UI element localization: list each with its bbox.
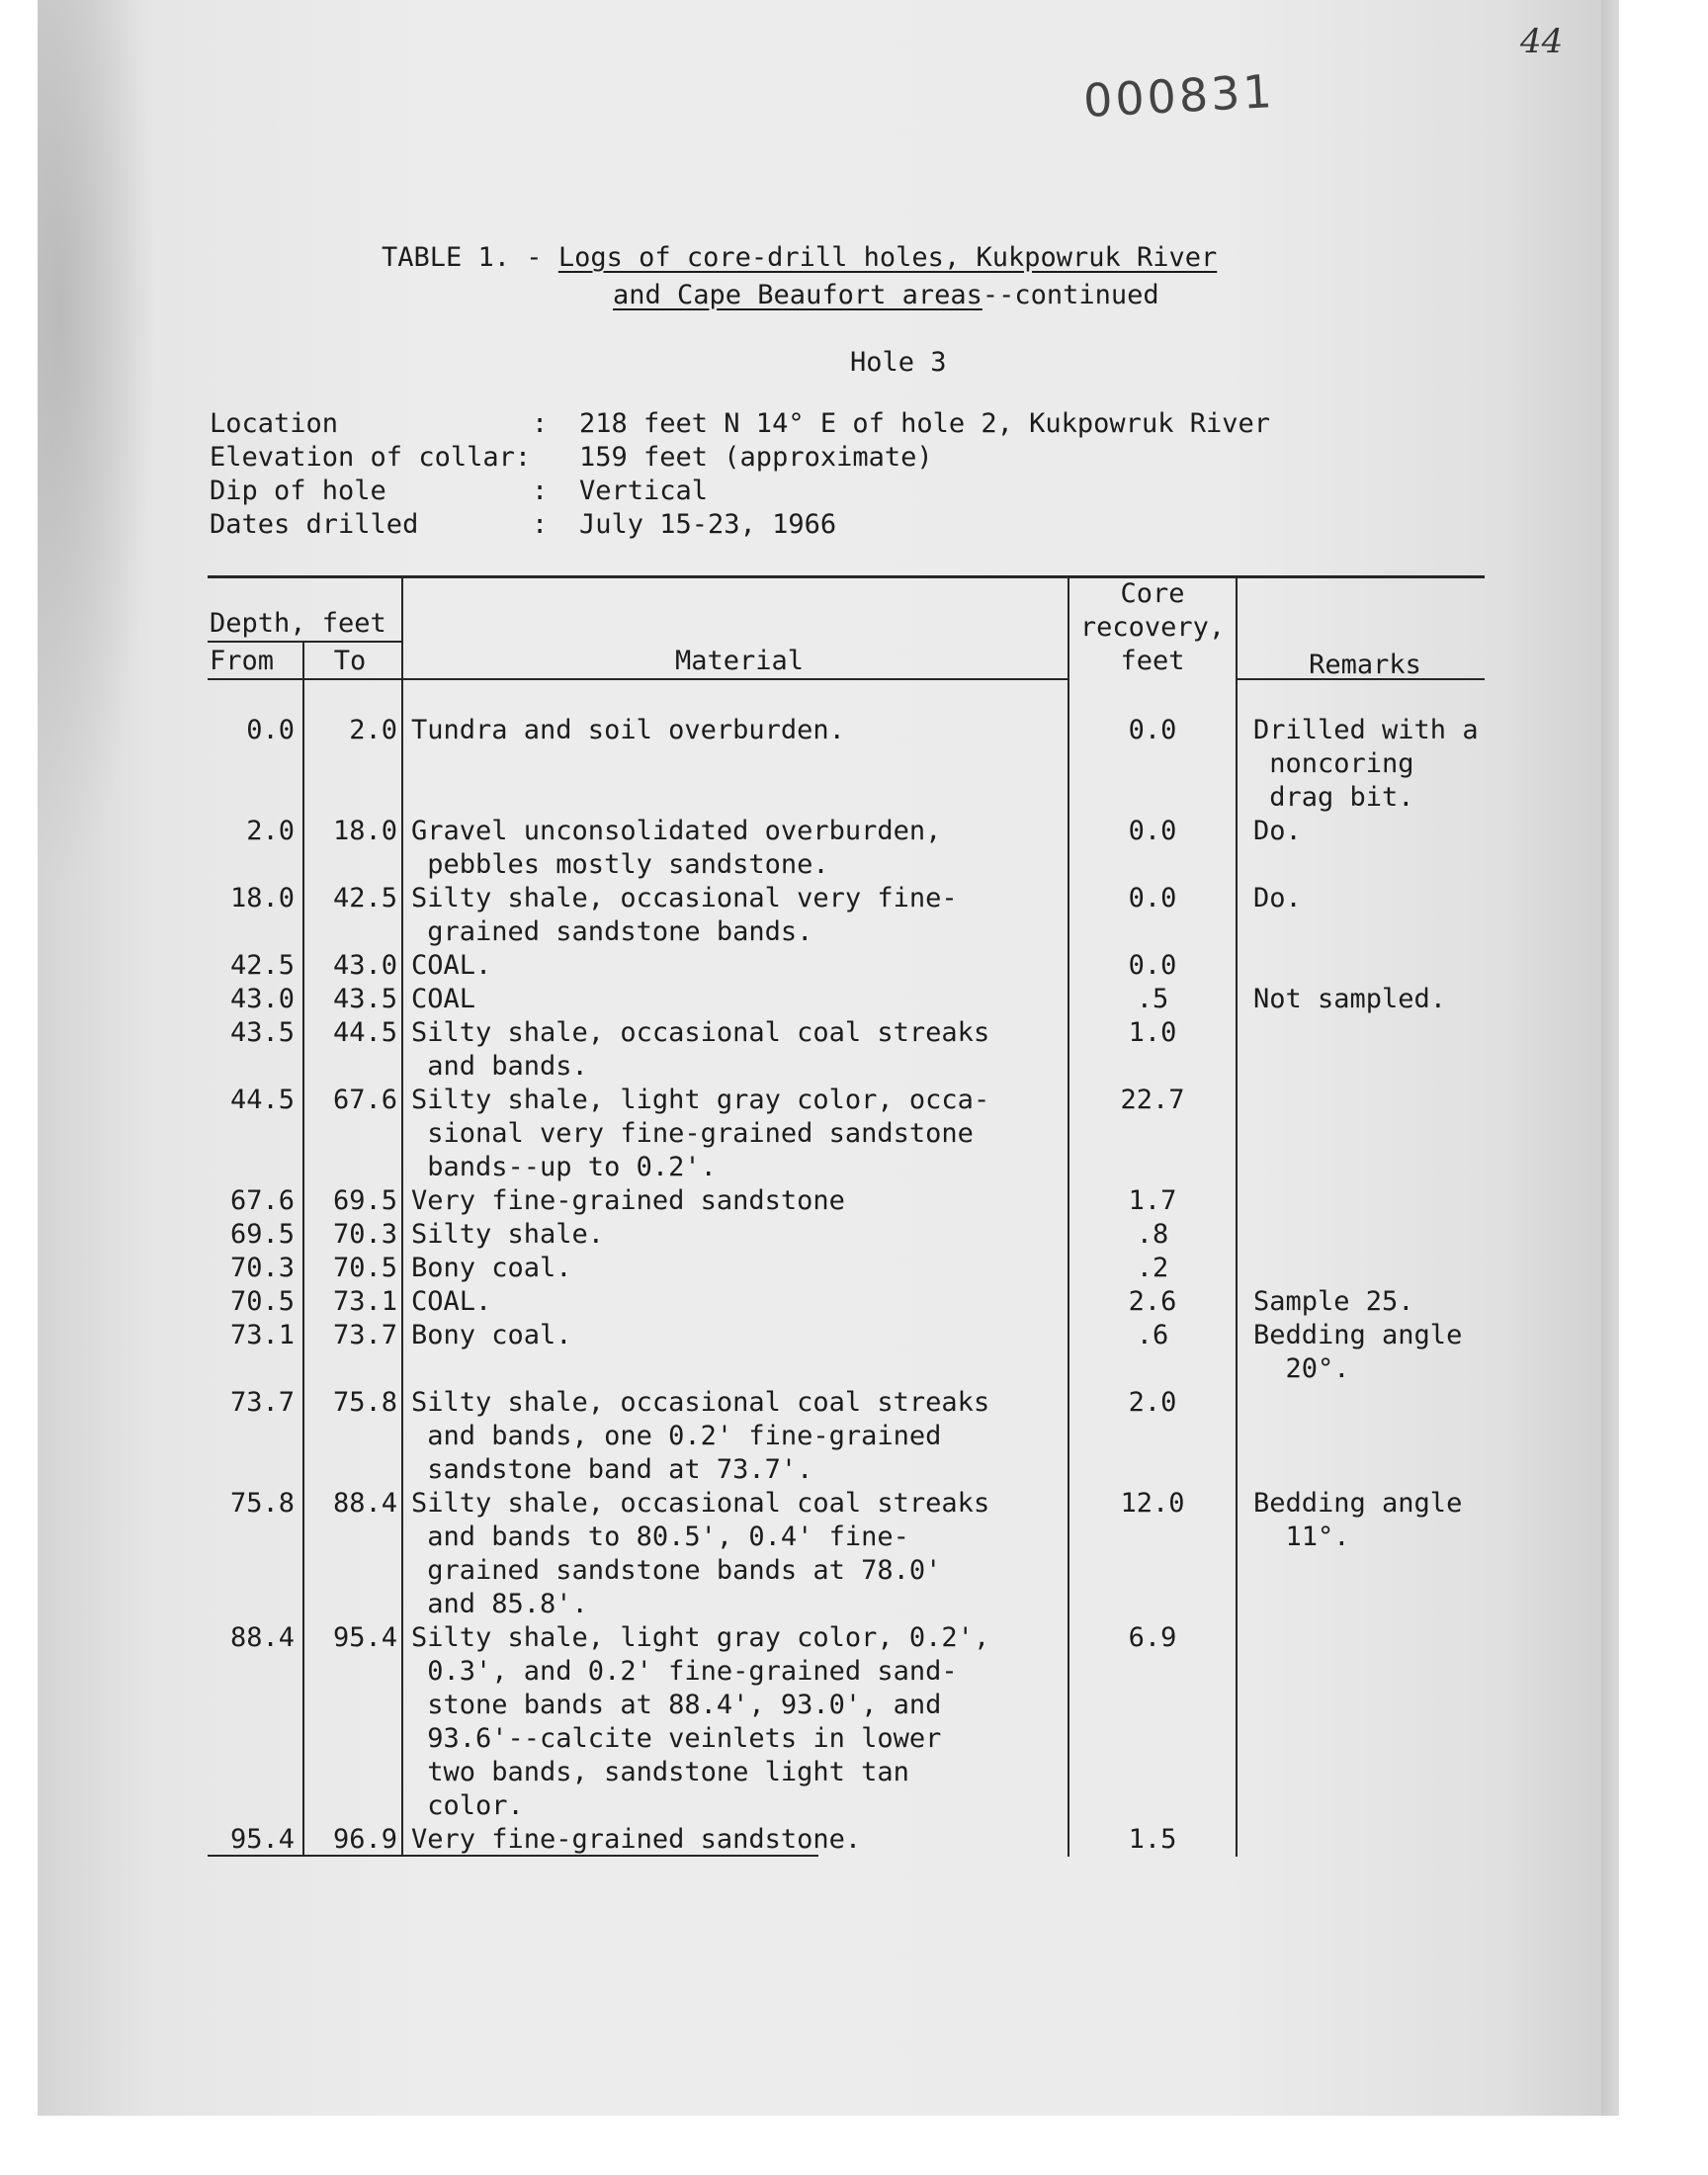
- cell-material: COAL.: [411, 950, 492, 981]
- cell-remarks: 20°.: [1253, 1353, 1350, 1384]
- cell-depth-from: 75.8: [229, 1488, 295, 1519]
- cell-core-recovery: 6.9: [1128, 1622, 1177, 1653]
- header-core-recovery: Core: [1120, 578, 1185, 609]
- cell-core-recovery: 1.7: [1128, 1185, 1177, 1216]
- page-edge: [1601, 0, 1619, 2116]
- info-value: July 15-23, 1966: [579, 509, 837, 540]
- cell-depth-to: 43.0: [332, 950, 397, 981]
- header-to: To: [333, 646, 367, 676]
- cell-depth-to: 44.5: [332, 1017, 397, 1048]
- depth-header-rule: [208, 641, 401, 643]
- cell-core-recovery: 0.0: [1128, 715, 1177, 745]
- cell-core-recovery: .2: [1136, 1253, 1169, 1283]
- cell-material: Silty shale, light gray color, 0.2',: [411, 1622, 990, 1653]
- cell-depth-from: 43.5: [229, 1017, 295, 1048]
- cell-remarks: Bedding angle: [1253, 1488, 1463, 1519]
- cell-core-recovery: 1.0: [1128, 1017, 1177, 1048]
- cell-material: sandstone band at 73.7'.: [411, 1454, 813, 1485]
- header-material: Material: [674, 646, 805, 676]
- info-value: 159 feet (approximate): [579, 442, 933, 473]
- cell-depth-to: 43.5: [332, 984, 397, 1014]
- cell-depth-to: 95.4: [332, 1622, 397, 1653]
- cell-material: two bands, sandstone light tan: [411, 1757, 909, 1787]
- cell-material: COAL.: [411, 1286, 492, 1317]
- cell-depth-from: 73.7: [229, 1387, 295, 1418]
- cell-material: Tundra and soil overburden.: [411, 715, 845, 745]
- cell-depth-from: 44.5: [229, 1085, 295, 1115]
- header-depth-feet: Depth, feet: [210, 608, 386, 639]
- cell-depth-from: 73.1: [229, 1320, 295, 1350]
- cell-core-recovery: 1.5: [1128, 1824, 1177, 1855]
- table-title-suffix: --continued: [982, 280, 1159, 310]
- cell-material: pebbles mostly sandstone.: [411, 849, 829, 880]
- cell-core-recovery: 22.7: [1120, 1085, 1185, 1115]
- cell-depth-to: 73.1: [332, 1286, 397, 1317]
- cell-depth-from: 88.4: [229, 1622, 295, 1653]
- cell-core-recovery: .5: [1136, 984, 1169, 1014]
- cell-remarks: noncoring: [1253, 748, 1414, 779]
- cell-material: 0.3', and 0.2' fine-grained sand-: [411, 1656, 958, 1687]
- cell-material: 93.6'--calcite veinlets in lower: [411, 1723, 942, 1754]
- cell-material: Silty shale.: [411, 1219, 605, 1250]
- cell-depth-from: 70.3: [229, 1253, 295, 1283]
- info-value: Vertical: [579, 476, 709, 506]
- cell-material: Bony coal.: [411, 1253, 572, 1283]
- cell-depth-from: 69.5: [229, 1219, 295, 1250]
- header-core-recovery: recovery,: [1079, 612, 1226, 643]
- cell-material: COAL: [411, 984, 476, 1014]
- cell-material: Silty shale, occasional coal streaks: [411, 1017, 990, 1048]
- info-label: Dip of hole: [210, 476, 386, 506]
- cell-material: grained sandstone bands at 78.0': [411, 1555, 942, 1586]
- cell-material: Very fine-grained sandstone.: [411, 1824, 862, 1855]
- cell-depth-from: 0.0: [246, 715, 295, 745]
- cell-core-recovery: 0.0: [1128, 950, 1177, 981]
- cell-core-recovery: 2.6: [1128, 1286, 1177, 1317]
- cell-depth-from: 18.0: [229, 883, 295, 914]
- cell-core-recovery: 2.0: [1128, 1387, 1177, 1418]
- info-value: 218 feet N 14° E of hole 2, Kukpowruk River: [579, 408, 1270, 439]
- cell-remarks: Not sampled.: [1253, 984, 1447, 1014]
- info-label: Location: [210, 408, 339, 439]
- table-title-underlined-2: and Cape Beaufort areas: [613, 280, 982, 310]
- cell-remarks: Do.: [1253, 883, 1302, 914]
- cell-remarks: Do.: [1253, 816, 1302, 846]
- cell-depth-from: 95.4: [229, 1824, 295, 1855]
- cell-depth-from: 2.0: [246, 816, 295, 846]
- info-colon: :: [532, 408, 549, 439]
- info-colon: :: [532, 509, 549, 540]
- cell-depth-from: 43.0: [229, 984, 295, 1014]
- info-colon: :: [532, 476, 549, 506]
- rule-to-material: [401, 575, 403, 1857]
- cell-material: Silty shale, occasional very fine-: [411, 883, 958, 914]
- document-page: [38, 0, 1619, 2116]
- cell-depth-to: 67.6: [332, 1085, 397, 1115]
- cell-material: Silty shale, occasional coal streaks: [411, 1488, 990, 1519]
- cell-material: Very fine-grained sandstone: [411, 1185, 845, 1216]
- cell-core-recovery: .6: [1136, 1320, 1169, 1350]
- cell-material: grained sandstone bands.: [411, 916, 813, 947]
- cell-remarks: Drilled with a: [1253, 715, 1479, 745]
- scan-shadow: [38, 0, 156, 890]
- header-core-recovery: feet: [1120, 646, 1185, 676]
- cell-remarks: Sample 25.: [1253, 1286, 1414, 1317]
- header-bottom-rule-left: [208, 678, 1068, 680]
- cell-depth-to: 96.9: [332, 1824, 397, 1855]
- cell-material: and bands, one 0.2' fine-grained: [411, 1421, 942, 1451]
- cell-depth-to: 2.0: [349, 715, 397, 745]
- cell-material: Bony coal.: [411, 1320, 572, 1350]
- cell-depth-from: 70.5: [229, 1286, 295, 1317]
- table-title-prefix: TABLE 1. -: [382, 242, 558, 273]
- document-stamp-number: 000831: [1081, 63, 1276, 129]
- cell-remarks: drag bit.: [1253, 782, 1414, 813]
- cell-depth-to: 70.3: [332, 1219, 397, 1250]
- cell-material: stone bands at 88.4', 93.0', and: [411, 1690, 942, 1720]
- cell-material: and 85.8'.: [411, 1589, 588, 1619]
- table-title-underlined-1: Logs of core-drill holes, Kukpowruk River: [557, 242, 1218, 273]
- table-top-rule: [208, 575, 1485, 578]
- cell-material: and bands.: [411, 1051, 588, 1082]
- info-label: Elevation of collar:: [210, 442, 532, 473]
- cell-material: Silty shale, light gray color, occa-: [411, 1085, 990, 1115]
- cell-material: bands--up to 0.2'.: [411, 1152, 717, 1182]
- cell-depth-to: 18.0: [332, 816, 397, 846]
- cell-material: sional very fine-grained sandstone: [411, 1118, 974, 1149]
- header-remarks: Remarks: [1309, 650, 1421, 680]
- cell-material: Silty shale, occasional coal streaks: [411, 1387, 990, 1418]
- page-number: 44: [1520, 22, 1564, 61]
- cell-material: color.: [411, 1790, 524, 1821]
- cell-core-recovery: 0.0: [1128, 883, 1177, 914]
- cell-core-recovery: .8: [1136, 1219, 1169, 1250]
- table-title-line-1: [382, 241, 1217, 275]
- cell-remarks: Bedding angle: [1253, 1320, 1463, 1350]
- cell-material: Gravel unconsolidated overburden,: [411, 816, 942, 846]
- cell-depth-to: 73.7: [332, 1320, 397, 1350]
- table-title-line-2: [613, 279, 1159, 312]
- info-label: Dates drilled: [210, 509, 419, 540]
- cell-core-recovery: 12.0: [1120, 1488, 1185, 1519]
- cell-material: and bands to 80.5', 0.4' fine-: [411, 1522, 909, 1552]
- hole-heading: Hole 3: [850, 347, 947, 378]
- cell-depth-from: 42.5: [229, 950, 295, 981]
- cell-depth-to: 75.8: [332, 1387, 397, 1418]
- cell-depth-to: 69.5: [332, 1185, 397, 1216]
- cell-core-recovery: 0.0: [1128, 816, 1177, 846]
- cell-remarks: 11°.: [1253, 1522, 1350, 1552]
- cell-depth-to: 42.5: [332, 883, 397, 914]
- header-from: From: [210, 646, 275, 676]
- cell-depth-from: 67.6: [229, 1185, 295, 1216]
- rule-from-to: [302, 643, 304, 1857]
- cell-depth-to: 70.5: [332, 1253, 397, 1283]
- cell-depth-to: 88.4: [332, 1488, 397, 1519]
